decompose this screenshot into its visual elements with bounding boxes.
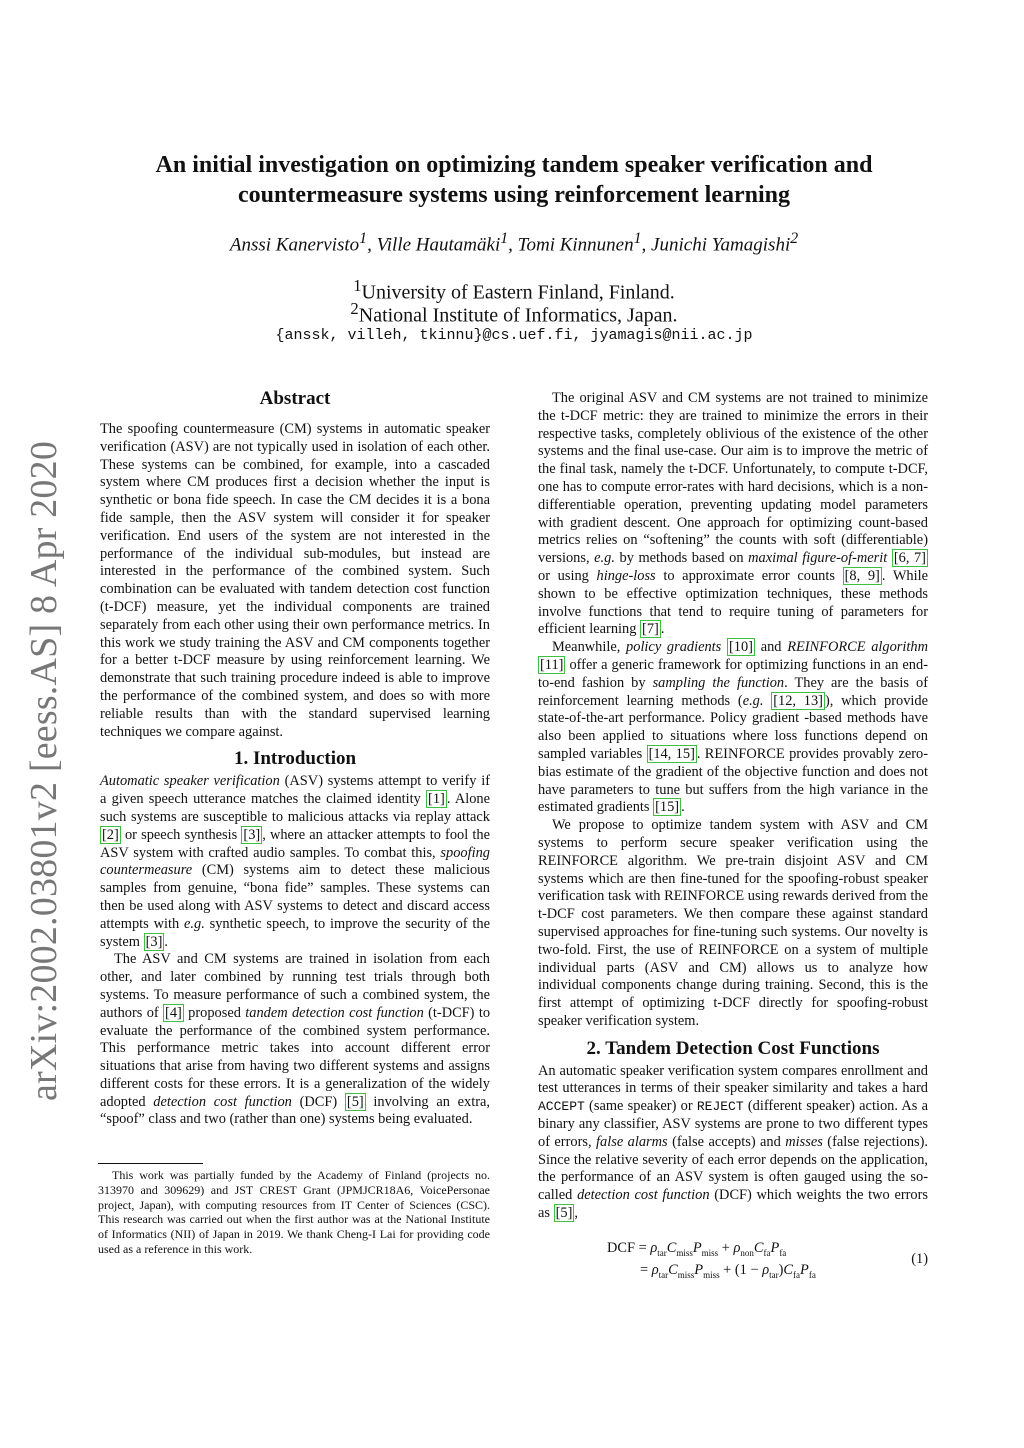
citation-link[interactable]: [12, 13]	[773, 692, 823, 709]
citation-link[interactable]: [14, 15]	[648, 745, 695, 762]
citation-link[interactable]: [4]	[165, 1004, 182, 1021]
author-affiliation-mark: 2	[790, 230, 799, 247]
equation-lhs: DCF	[607, 1240, 635, 1256]
author-name: Junichi Yamagishi	[651, 234, 791, 256]
right-paragraph-2: Meanwhile, policy gradients [10] and REINFORCE algorithm [11] offer a generic framework for optimizing functions in an end-to-end fashion by sampling the function. They are the basis of reinforcement learning methods (e.g. [12, 13] ), which provide state-of-the-art performance. Policy gradient -based methods have also been applied to situations where loss functions depend on sampled variables [14, 15] . REINFORCE provides provably zero-bias estimate of the gradient of the objective function and does not have parameters to tune but suffers from the high variance in the estimated gradients [15] .	[538, 639, 929, 816]
section-2-paragraph-1: An automatic speaker verification system compares enrollment and test utterances in terms of their speaker similarity and takes a hard ACCEPT (same speaker) or REJECT (different speaker) action. As a binary any classifier, ASV systems are prone to two different types of errors, false alarms (false accepts) and misses (false rejections). Since the relative severity of each error depends on the application, the performance of an ASV system is often gauged using the so-called detection cost function (DCF) which weights the two errors as [5] ,	[538, 1062, 929, 1222]
citation-link[interactable]: [8, 9]	[844, 567, 880, 584]
equation-number: (1)	[911, 1251, 928, 1267]
author-emails: {anssk, villeh, tkinnu}@cs.uef.fi, jyamagis@nii.ac.jp	[275, 327, 753, 344]
author-name: Anssi Kanervisto	[229, 234, 360, 256]
citation-link[interactable]: [5]	[555, 1205, 573, 1222]
arxiv-identifier	[22, 440, 66, 1102]
title-line-2: countermeasure systems using reinforcement learning	[238, 182, 790, 208]
citation-link[interactable]: [6, 7]	[893, 550, 926, 567]
citation-link[interactable]: [3]	[145, 933, 163, 950]
right-paragraph-3: We propose to optimize tandem system with ASV and CM systems to perform secure speaker verification using the REINFORCE algorithm. We pre-train disjoint ASV and CM systems which are then fine-tuned for the spoofing-robust speaker verification task with REINFORCE using rewards derived from the t-DCF cost parameters. We then compare these against standard supervised approaches for fine-tuning such systems. Our novelty is two-fold. First, the use of REINFORCE on a system of multiple individual parts (ASV and CM) allows us to analyze how individual components change during training. Second, this is the first attempt of optimizing t-DCF directly for spoofing-robust speaker verification system.	[538, 817, 928, 1029]
affiliation-2	[100, 299, 928, 328]
emphasis: false alarms	[596, 1133, 668, 1150]
emphasis: spoofing countermeasure	[100, 844, 490, 879]
footnote-divider	[98, 1163, 203, 1164]
footnote-text: This work was partially funded by the Academy of Finland (projects no. 313970 and 309629) and JST CREST Grant (JPMJCR18A6, VoicePersonae project, Japan), with computing resources from IT Center of Sciences (CSC). This research was carried out when the first author was at the National Institute of Informatics (NII) of Japan in 2019. We thank Cheng-I Lai for providing code used as a reference in this work.	[98, 1168, 490, 1256]
monospace-term: ACCEPT	[538, 1099, 585, 1115]
monospace-term: REJECT	[696, 1099, 744, 1115]
equation-line-1: DCF = $\rho_{tar}C_{miss}P_{miss} + \rho_{non}C_{fa}P_{fa}$	[607, 1240, 787, 1258]
affiliation-1-text: University of Eastern Finland, Finland.	[361, 281, 675, 304]
affiliation-1-number: 1	[353, 276, 362, 295]
author-name: Ville Hautamäki	[376, 234, 501, 256]
emphasis: Automatic speaker verification	[100, 773, 280, 790]
section-2-heading: 2. Tandem Detection Cost Functions	[586, 1037, 880, 1059]
affiliation-2-text: National Institute of Informatics, Japan.	[358, 304, 678, 327]
emphasis: detection cost function	[153, 1093, 292, 1110]
abstract-text: The spoofing countermeasure (CM) systems in automatic speaker verification (ASV) are not typically used in isolation of each other. These systems can be combined, for example, into a cascaded system where CM produces first a decision whether the input is synthetic or bona fide speech. In case the CM decides it is a bona fide sample, then the ASV system will consider it for speaker verification. End users of the system are not interested in the performance of the individual sub-modules, but instead are interested in the performance of the combined system. Such combination can be evaluated with tandem detection cost function (t-DCF) measure, yet the individual components are trained separately from each other using their own performance metrics. In this work we study training the ASV and CM components together for a better t-DCF measure by using reinforcement learning. We demonstrate that such training procedure indeed is able to improve the performance of the combined system, and does so with more reliable results than with the standard supervised learning techniques we compare against.	[100, 421, 490, 740]
equation-line-2: = $\rho_{tar}C_{miss}P_{miss} + (1 - \rho_{tar})C_{fa}P_{fa}$	[640, 1262, 816, 1280]
citation-link[interactable]: [15]	[655, 799, 680, 816]
citation-link[interactable]: [7]	[642, 621, 659, 638]
author-name: Tomi Kinnunen	[517, 234, 634, 256]
equation-1	[540, 1240, 930, 1284]
emphasis: maximal figure-of-merit	[748, 550, 888, 567]
emphasis: hinge-loss	[596, 567, 656, 584]
citation-link[interactable]: [3]	[243, 826, 261, 843]
emphasis: detection cost function	[577, 1187, 710, 1204]
citation-link[interactable]: [5]	[346, 1093, 364, 1110]
emphasis: sampling the function	[652, 674, 785, 691]
paper-title	[100, 150, 928, 210]
emphasis: e.g.	[184, 915, 205, 932]
affiliation-2-number: 2	[350, 299, 359, 318]
abstract-heading: Abstract	[259, 388, 331, 409]
footnote	[98, 1168, 490, 1257]
emphasis: e.g.	[594, 550, 615, 567]
citation-link[interactable]: [10]	[729, 639, 753, 656]
emphasis: REINFORCE algorithm	[787, 639, 928, 656]
right-paragraph-1: The original ASV and CM systems are not trained to minimize the t-DCF metric: they are trained to minimize the errors in their respective tasks, completely oblivious of the existence of the other systems and the final use-case. Our aim is to improve the metric of the final task, namely the t-DCF. Unfortunately, to compute t-DCF, one has to compute error-rates with hard decisions, which is a non-differentiable operation, preventing updating model parameters with gradient descent. One approach for optimizing count-based metrics relies on “softening” the counts with soft (differentiable) versions, e.g. by methods based on maximal figure-of-merit [6, 7] or using hinge-loss to approximate error counts [8, 9] . While shown to be effective optimization techniques, these methods involve functions that tend to require tuning of parameters for efficient learning [7] .	[538, 390, 928, 638]
arxiv-identifier-text: arXiv:2002.03801v2 [eess.AS] 8 Apr 2020	[23, 440, 66, 1102]
citation-link[interactable]: [2]	[102, 826, 119, 843]
emphasis: tandem detection cost function	[245, 1004, 424, 1021]
right-column	[538, 390, 928, 1223]
emphasis: misses	[785, 1133, 823, 1150]
author-affiliation-mark: 1	[633, 230, 642, 247]
author-affiliation-mark: 1	[500, 230, 509, 247]
title-line-1: An initial investigation on optimizing tandem speaker verification and	[155, 152, 873, 178]
left-column	[100, 388, 490, 1129]
citation-link[interactable]: [11]	[540, 656, 564, 673]
intro-paragraph-1: Automatic speaker verification (ASV) systems attempt to verify if a given speech utterance matches the claimed identity [1] . Alone such systems are susceptible to malicious attacks via replay attack [2] or speech synthesis [3] , where an attacker attempts to fool the ASV system with crafted audio samples. To combat this, spoofing countermeasure (CM) systems aim to detect these malicious samples from genuine, “bona fide” samples. These systems can then be used along with ASV systems to detect and discard access attempts with e.g. synthetic speech, to improve the security of the system [3] .	[100, 773, 490, 950]
introduction-heading: 1. Introduction	[233, 748, 357, 770]
author-affiliation-mark: 1	[359, 230, 368, 247]
emphasis: policy gradients	[626, 639, 722, 656]
emphasis: e.g.	[742, 692, 764, 709]
intro-paragraph-2: The ASV and CM systems are trained in isolation from each other, and later combined by running test trials through both systems. To measure performance of such a combined system, the authors of [4] proposed tandem detection cost function (t-DCF) to evaluate the performance of the combined system performance. This performance metric takes into account different error situations that arise from having two different systems and assigns different costs for these errors. It is a generalization of the widely adopted detection cost function (DCF) [5] involving an extra, “spoof” class and two (rather than one) systems being evaluated.	[100, 951, 491, 1128]
author-list: Anssi Kanervisto$^1$, Ville Hautamäki$^1$, Tomi Kinnunen$^1$, Junichi Yamagishi$^2$	[229, 230, 799, 256]
citation-link[interactable]: [1]	[428, 791, 445, 808]
